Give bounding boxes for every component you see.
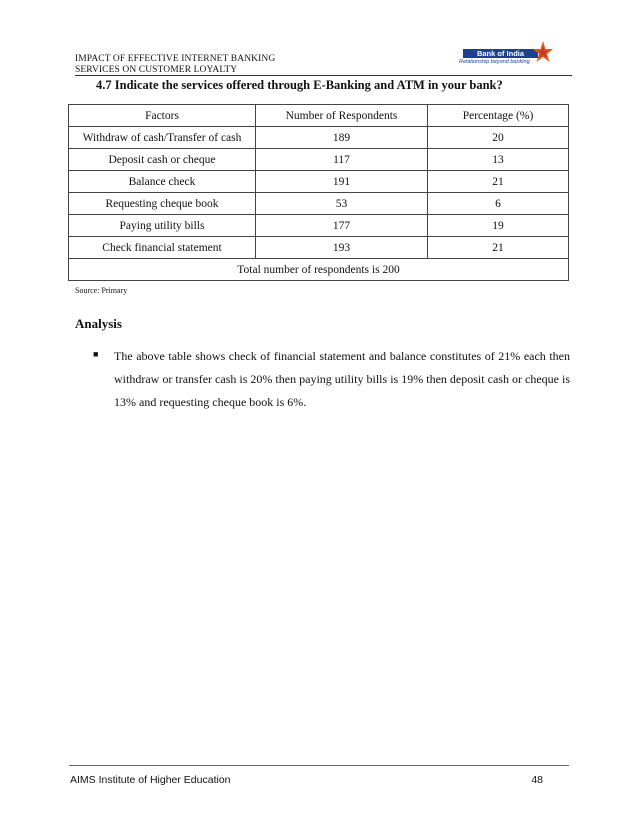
table-row	[69, 149, 569, 171]
table-row	[69, 237, 569, 259]
percentage-cell: 20	[428, 127, 569, 149]
analysis-text: The above table shows check of financial statement and balance constitutes of 21% each then withdraw or transfer cash is 20% then paying utility bills is 19% then deposit cash or cheque is 13% and requesting cheque book is 6%.	[114, 349, 570, 409]
page-number: 48	[531, 774, 543, 786]
header-line-1: IMPACT OF EFFECTIVE INTERNET BANKING	[75, 54, 276, 64]
factor-cell: Withdraw of cash/Transfer of cash	[69, 127, 256, 149]
respondents-cell: 177	[256, 215, 428, 237]
footer-rule	[69, 765, 569, 766]
question-heading: 4.7 Indicate the services offered through E-Banking and ATM in your bank?	[96, 78, 503, 92]
square-bullet-icon: ■	[93, 349, 99, 359]
table-row	[69, 127, 569, 149]
factor-cell: Requesting cheque book	[69, 193, 256, 215]
respondents-cell: 189	[256, 127, 428, 149]
running-header	[75, 54, 275, 76]
respondents-cell: 191	[256, 171, 428, 193]
header-respondents: Number of Respondents	[256, 105, 428, 127]
bank-logo	[455, 40, 555, 70]
percentage-cell: 13	[428, 149, 569, 171]
footer-institute: AIMS Institute of Higher Education	[70, 774, 231, 786]
analysis-title: Analysis	[75, 316, 122, 331]
total-row	[69, 259, 569, 281]
services-table	[68, 104, 569, 281]
header-percentage: Percentage (%)	[428, 105, 569, 127]
star-logo-icon	[533, 40, 553, 64]
header-line-2: SERVICES ON CUSTOMER LOYALTY	[75, 65, 238, 75]
respondents-cell: 117	[256, 149, 428, 171]
factor-cell: Balance check	[69, 171, 256, 193]
header-rule	[75, 75, 572, 76]
percentage-cell: 21	[428, 237, 569, 259]
table-row	[69, 193, 569, 215]
total-respondents-cell: Total number of respondents is 200	[69, 259, 569, 281]
header-factors: Factors	[69, 105, 256, 127]
table-header-row	[69, 105, 569, 127]
factor-cell: Deposit cash or cheque	[69, 149, 256, 171]
logo-tagline: Relationship beyond banking	[459, 59, 530, 65]
percentage-cell: 19	[428, 215, 569, 237]
table-row	[69, 215, 569, 237]
factor-cell: Check financial statement	[69, 237, 256, 259]
respondents-cell: 53	[256, 193, 428, 215]
percentage-cell: 6	[428, 193, 569, 215]
source-note: Source: Primary	[75, 286, 128, 295]
percentage-cell: 21	[428, 171, 569, 193]
table-row	[69, 171, 569, 193]
logo-name: Bank of India	[463, 49, 538, 58]
factor-cell: Paying utility bills	[69, 215, 256, 237]
respondents-cell: 193	[256, 237, 428, 259]
